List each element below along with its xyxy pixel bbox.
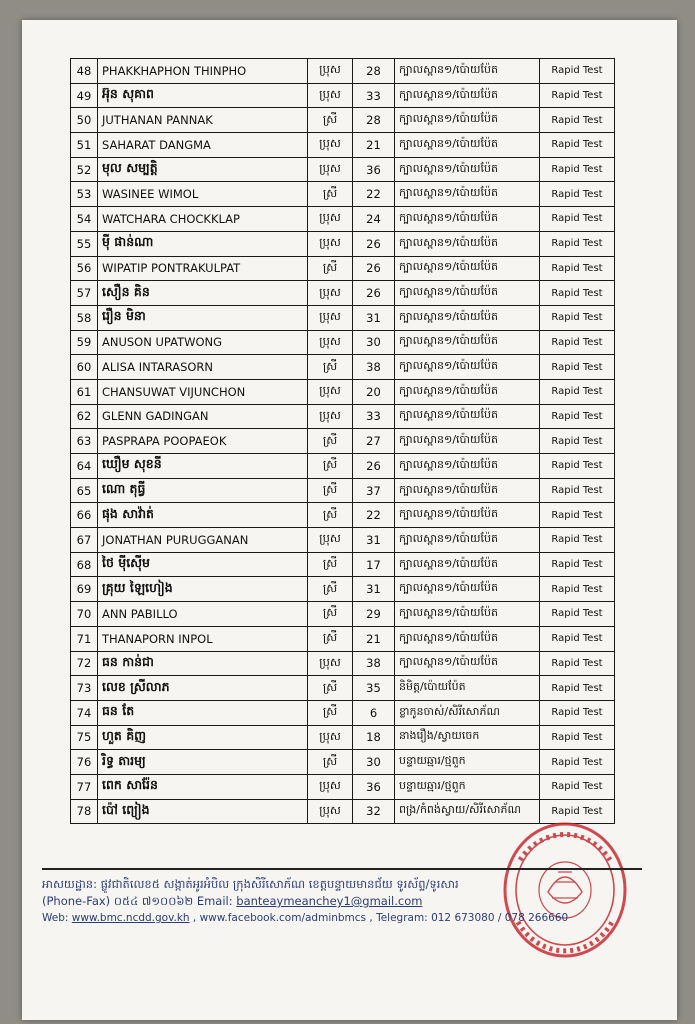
row-sex: ស្រី — [308, 626, 353, 651]
row-number: 59 — [71, 330, 98, 355]
table-row — [71, 231, 615, 256]
row-test-type: Rapid Test — [540, 774, 615, 799]
row-number: 53 — [71, 182, 98, 207]
row-name: ម៉ី ផាន់ណា — [98, 231, 308, 256]
row-number: 54 — [71, 207, 98, 232]
row-location: ខ្លាកូនចាស់/សិរីសោភ័ណ — [395, 700, 540, 725]
row-sex: ប្រុស — [308, 799, 353, 824]
row-location: ក្បាលស្ពាន១/ប៉ោយប៉ែត — [395, 379, 540, 404]
row-age: 36 — [353, 157, 395, 182]
row-name: ឃឿម សុខនី — [98, 454, 308, 479]
table-row — [71, 552, 615, 577]
row-name: ANUSON UPATWONG — [98, 330, 308, 355]
row-location: ក្បាលស្ពាន១/ប៉ោយប៉ែត — [395, 503, 540, 528]
footer-web-link[interactable]: www.bmc.ncdd.gov.kh — [71, 912, 190, 924]
row-number: 76 — [71, 750, 98, 775]
row-name: លេខ ស្រីលាភ — [98, 676, 308, 701]
row-number: 75 — [71, 725, 98, 750]
row-sex: ស្រី — [308, 700, 353, 725]
row-name: GLENN GADINGAN — [98, 404, 308, 429]
row-sex: ស្រី — [308, 602, 353, 627]
row-age: 6 — [353, 700, 395, 725]
footer-facebook-link[interactable]: , www.facebook.com/adminbmcs , — [192, 912, 373, 924]
row-test-type: Rapid Test — [540, 207, 615, 232]
row-sex: ស្រី — [308, 503, 353, 528]
row-location: ពង្រ/កំពង់ស្វាយ/សិរីសោភ័ណ — [395, 799, 540, 824]
row-number: 51 — [71, 133, 98, 158]
row-location: ក្បាលស្ពាន១/ប៉ោយប៉ែត — [395, 256, 540, 281]
row-sex: ប្រុស — [308, 231, 353, 256]
row-number: 60 — [71, 355, 98, 380]
row-age: 32 — [353, 799, 395, 824]
row-sex: ប្រុស — [308, 379, 353, 404]
row-name: THANAPORN INPOL — [98, 626, 308, 651]
row-name: PHAKKHAPHON THINPHO — [98, 59, 308, 84]
row-age: 31 — [353, 577, 395, 602]
row-test-type: Rapid Test — [540, 528, 615, 553]
row-location: ក្បាលស្ពាន១/ប៉ោយប៉ែត — [395, 231, 540, 256]
table-row — [71, 133, 615, 158]
row-test-type: Rapid Test — [540, 182, 615, 207]
row-age: 33 — [353, 404, 395, 429]
row-test-type: Rapid Test — [540, 626, 615, 651]
row-number: 48 — [71, 59, 98, 84]
row-test-type: Rapid Test — [540, 83, 615, 108]
row-location: ក្បាលស្ពាន១/ប៉ោយប៉ែត — [395, 305, 540, 330]
row-test-type: Rapid Test — [540, 750, 615, 775]
row-number: 49 — [71, 83, 98, 108]
row-name: ALISA INTARASORN — [98, 355, 308, 380]
row-test-type: Rapid Test — [540, 281, 615, 306]
row-name: CHANSUWAT VIJUNCHON — [98, 379, 308, 404]
row-test-type: Rapid Test — [540, 725, 615, 750]
row-name: ប៉ៅ ព្យៀង — [98, 799, 308, 824]
table-row — [71, 725, 615, 750]
row-test-type: Rapid Test — [540, 651, 615, 676]
row-name: ណោ តុធ្វី — [98, 478, 308, 503]
row-test-type: Rapid Test — [540, 552, 615, 577]
row-name: ផុង សាវ៉ាត់ — [98, 503, 308, 528]
row-sex: ប្រុស — [308, 133, 353, 158]
row-name: រឿន មិនា — [98, 305, 308, 330]
footer-telegram: 012 673080 / 078 266660 — [431, 912, 569, 924]
row-sex: ប្រុស — [308, 725, 353, 750]
row-name: អ៊ុន សុគាព — [98, 83, 308, 108]
row-test-type: Rapid Test — [540, 305, 615, 330]
table-row — [71, 330, 615, 355]
row-age: 30 — [353, 750, 395, 775]
row-sex: ស្រី — [308, 182, 353, 207]
table-row — [71, 799, 615, 824]
table-row — [71, 626, 615, 651]
row-number: 63 — [71, 429, 98, 454]
row-number: 77 — [71, 774, 98, 799]
row-number: 65 — [71, 478, 98, 503]
row-number: 52 — [71, 157, 98, 182]
row-name: ANN PABILLO — [98, 602, 308, 627]
row-sex: ប្រុស — [308, 59, 353, 84]
row-age: 37 — [353, 478, 395, 503]
row-test-type: Rapid Test — [540, 454, 615, 479]
row-name: រិទ្ធ តារម្យ — [98, 750, 308, 775]
row-age: 30 — [353, 330, 395, 355]
row-number: 72 — [71, 651, 98, 676]
row-sex: ស្រី — [308, 108, 353, 133]
row-sex: ប្រុស — [308, 404, 353, 429]
row-age: 18 — [353, 725, 395, 750]
row-sex: ស្រី — [308, 429, 353, 454]
table-row — [71, 355, 615, 380]
row-sex: ស្រី — [308, 552, 353, 577]
row-test-type: Rapid Test — [540, 799, 615, 824]
row-number: 57 — [71, 281, 98, 306]
row-test-type: Rapid Test — [540, 478, 615, 503]
row-number: 71 — [71, 626, 98, 651]
row-number: 50 — [71, 108, 98, 133]
row-test-type: Rapid Test — [540, 231, 615, 256]
row-location: ក្បាលស្ពាន១/ប៉ោយប៉ែត — [395, 478, 540, 503]
row-test-type: Rapid Test — [540, 577, 615, 602]
row-age: 31 — [353, 528, 395, 553]
row-age: 21 — [353, 133, 395, 158]
row-age: 22 — [353, 503, 395, 528]
row-number: 69 — [71, 577, 98, 602]
row-sex: ប្រុស — [308, 83, 353, 108]
row-location: ក្បាលស្ពាន១/ប៉ោយប៉ែត — [395, 355, 540, 380]
table-row — [71, 281, 615, 306]
table-row — [71, 577, 615, 602]
row-location: បន្ទាយឆ្មារ/ថ្មពួក — [395, 750, 540, 775]
table-row — [71, 207, 615, 232]
row-location: បន្ទាយឆ្មារ/ថ្មពួក — [395, 774, 540, 799]
row-test-type: Rapid Test — [540, 503, 615, 528]
footer-telegram-label: Telegram: — [376, 912, 428, 924]
table-row — [71, 108, 615, 133]
row-number: 58 — [71, 305, 98, 330]
row-age: 31 — [353, 305, 395, 330]
row-number: 74 — [71, 700, 98, 725]
row-number: 68 — [71, 552, 98, 577]
row-sex: ប្រុស — [308, 305, 353, 330]
row-name: គ្រុយ ឡៃហៀង — [98, 577, 308, 602]
row-location: ក្បាលស្ពាន១/ប៉ោយប៉ែត — [395, 108, 540, 133]
table-row — [71, 651, 615, 676]
row-name: WATCHARA CHOCKKLAP — [98, 207, 308, 232]
row-location: ក្បាលស្ពាន១/ប៉ោយប៉ែត — [395, 207, 540, 232]
table-row — [71, 157, 615, 182]
footer-web-line — [42, 910, 642, 927]
footer-address-line — [42, 876, 642, 893]
row-test-type: Rapid Test — [540, 133, 615, 158]
row-location: ក្បាលស្ពាន១/ប៉ោយប៉ែត — [395, 577, 540, 602]
row-sex: ស្រី — [308, 577, 353, 602]
row-location: ក្បាលស្ពាន១/ប៉ោយប៉ែត — [395, 133, 540, 158]
table-row — [71, 528, 615, 553]
patient-table — [70, 58, 615, 824]
row-age: 26 — [353, 454, 395, 479]
row-number: 67 — [71, 528, 98, 553]
row-test-type: Rapid Test — [540, 256, 615, 281]
row-age: 26 — [353, 281, 395, 306]
row-number: 73 — [71, 676, 98, 701]
row-age: 26 — [353, 231, 395, 256]
row-sex: ស្រី — [308, 256, 353, 281]
row-sex: ស្រី — [308, 750, 353, 775]
row-location: ក្បាលស្ពាន១/ប៉ោយប៉ែត — [395, 157, 540, 182]
row-age: 27 — [353, 429, 395, 454]
row-number: 66 — [71, 503, 98, 528]
table-row — [71, 750, 615, 775]
row-age: 29 — [353, 602, 395, 627]
table-row — [71, 429, 615, 454]
row-sex: ប្រុស — [308, 157, 353, 182]
row-name: ពេក សារ៉ែន — [98, 774, 308, 799]
row-number: 61 — [71, 379, 98, 404]
row-test-type: Rapid Test — [540, 330, 615, 355]
footer-phone-label: (Phone-Fax) — [42, 894, 111, 908]
footer-phone-line — [42, 893, 642, 910]
row-name: WASINEE WIMOL — [98, 182, 308, 207]
row-location: នាងរឿង/ស្វាយចេក — [395, 725, 540, 750]
row-age: 28 — [353, 59, 395, 84]
table-row — [71, 503, 615, 528]
table-row — [71, 602, 615, 627]
row-age: 35 — [353, 676, 395, 701]
table-row — [71, 454, 615, 479]
row-name: JUTHANAN PANNAK — [98, 108, 308, 133]
row-name: PASPRAPA POOPAEOK — [98, 429, 308, 454]
row-number: 64 — [71, 454, 98, 479]
row-age: 17 — [353, 552, 395, 577]
row-sex: ប្រុស — [308, 330, 353, 355]
table-row — [71, 305, 615, 330]
row-age: 26 — [353, 256, 395, 281]
footer-phone: ០៥៤ ៧១០០៦២ — [113, 894, 194, 908]
table-row — [71, 404, 615, 429]
table-row — [71, 256, 615, 281]
row-age: 20 — [353, 379, 395, 404]
row-name: ហួត គិញ — [98, 725, 308, 750]
table-row — [71, 59, 615, 84]
footer-web-label: Web: — [42, 912, 69, 924]
footer-contact — [42, 868, 642, 927]
row-location: ក្បាលស្ពាន១/ប៉ោយប៉ែត — [395, 281, 540, 306]
row-sex: ស្រី — [308, 676, 353, 701]
row-age: 38 — [353, 355, 395, 380]
row-location: ក្បាលស្ពាន១/ប៉ោយប៉ែត — [395, 552, 540, 577]
footer-address: អាសយដ្ឋាន: ផ្លូវជាតិលេខ៥ សង្កាត់អូរអំបិល ក្រុងសិរីសោភ័ណ ខេត្តបន្ទាយមានជ័យ ទូរស័ព្ទ/ទូរសារ — [42, 877, 459, 891]
row-sex: ស្រី — [308, 454, 353, 479]
table-body — [71, 59, 615, 824]
row-name: JONATHAN PURUGGANAN — [98, 528, 308, 553]
row-name: WIPATIP PONTRAKULPAT — [98, 256, 308, 281]
row-test-type: Rapid Test — [540, 676, 615, 701]
row-number: 62 — [71, 404, 98, 429]
row-age: 24 — [353, 207, 395, 232]
row-location: ក្បាលស្ពាន១/ប៉ោយប៉ែត — [395, 404, 540, 429]
row-name: ធន តែ — [98, 700, 308, 725]
table-row — [71, 676, 615, 701]
table-row — [71, 83, 615, 108]
row-sex: ប្រុស — [308, 528, 353, 553]
row-location: ក្បាលស្ពាន១/ប៉ោយប៉ែត — [395, 83, 540, 108]
row-location: ក្បាលស្ពាន១/ប៉ោយប៉ែត — [395, 330, 540, 355]
row-location: ក្បាលស្ពាន១/ប៉ោយប៉ែត — [395, 454, 540, 479]
row-age: 33 — [353, 83, 395, 108]
row-number: 78 — [71, 799, 98, 824]
row-age: 38 — [353, 651, 395, 676]
row-location: ក្បាលស្ពាន១/ប៉ោយប៉ែត — [395, 626, 540, 651]
row-location: ក្បាលស្ពាន១/ប៉ោយប៉ែត — [395, 651, 540, 676]
row-test-type: Rapid Test — [540, 404, 615, 429]
row-test-type: Rapid Test — [540, 602, 615, 627]
row-sex: ប្រុស — [308, 281, 353, 306]
row-location: និមិត្ត/ប៉ោយប៉ែត — [395, 676, 540, 701]
row-test-type: Rapid Test — [540, 157, 615, 182]
row-sex: ប្រុស — [308, 651, 353, 676]
table-row — [71, 182, 615, 207]
table-row — [71, 478, 615, 503]
row-number: 55 — [71, 231, 98, 256]
row-number: 56 — [71, 256, 98, 281]
row-name: ធន កាន់ជា — [98, 651, 308, 676]
row-age: 36 — [353, 774, 395, 799]
row-age: 22 — [353, 182, 395, 207]
row-age: 28 — [353, 108, 395, 133]
row-sex: ស្រី — [308, 478, 353, 503]
footer-email-label: Email: — [196, 894, 233, 908]
row-test-type: Rapid Test — [540, 700, 615, 725]
row-sex: ស្រី — [308, 355, 353, 380]
footer-email-link[interactable]: banteaymeanchey1@gmail.com — [236, 894, 423, 908]
row-test-type: Rapid Test — [540, 429, 615, 454]
row-name: សឿន គិន — [98, 281, 308, 306]
row-name: SAHARAT DANGMA — [98, 133, 308, 158]
row-location: ក្បាលស្ពាន១/ប៉ោយប៉ែត — [395, 528, 540, 553]
row-location: ក្បាលស្ពាន១/ប៉ោយប៉ែត — [395, 182, 540, 207]
row-test-type: Rapid Test — [540, 59, 615, 84]
row-sex: ប្រុស — [308, 207, 353, 232]
row-name: មុល សម្បត្តិ — [98, 157, 308, 182]
row-test-type: Rapid Test — [540, 379, 615, 404]
table-row — [71, 700, 615, 725]
row-test-type: Rapid Test — [540, 355, 615, 380]
table-row — [71, 379, 615, 404]
row-location: ក្បាលស្ពាន១/ប៉ោយប៉ែត — [395, 429, 540, 454]
table-row — [71, 774, 615, 799]
row-location: ក្បាលស្ពាន១/ប៉ោយប៉ែត — [395, 602, 540, 627]
row-name: ថៃ ម៉ីស៊ើម — [98, 552, 308, 577]
row-number: 70 — [71, 602, 98, 627]
row-age: 21 — [353, 626, 395, 651]
row-location: ក្បាលស្ពាន១/ប៉ោយប៉ែត — [395, 59, 540, 84]
row-sex: ប្រុស — [308, 774, 353, 799]
row-test-type: Rapid Test — [540, 108, 615, 133]
